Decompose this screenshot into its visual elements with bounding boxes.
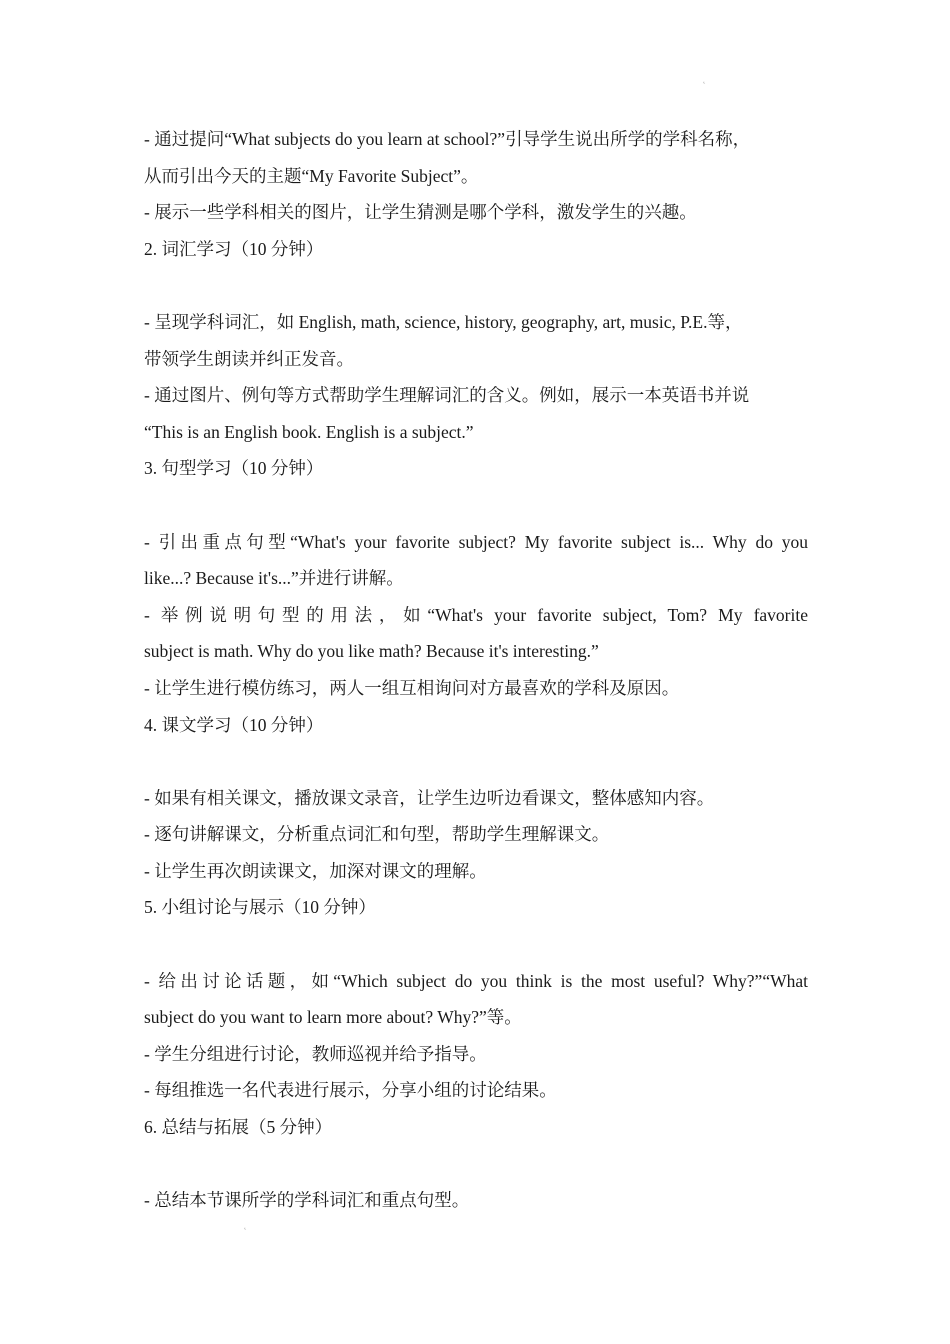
document-body [144,121,808,1219]
text-line: - 展示一些学科相关的图片，让学生猜测是哪个学科，激发学生的兴趣。 [144,202,697,223]
text-line: - 让学生进行模仿练习，两人一组互相询问对方最喜欢的学科及原因。 [144,677,680,698]
blank-line [144,1146,808,1183]
section-heading-sentence-patterns: 3. 句型学习（10 分钟） [144,458,324,479]
text-line: like...? Because it's...”并进行讲解。 [144,568,404,589]
blank-line [144,926,808,963]
text-line: - 让学生再次朗读课文，加深对课文的理解。 [144,860,487,881]
text-line: - 给出讨论话题，如“Which subject do you think is the most useful? Why?”“What [144,970,808,991]
text-line: - 举例说明句型的用法，如“What's your favorite subject, Tom? My favorite [144,604,808,625]
text-line: - 总结本节课所学的学科词汇和重点句型。 [144,1190,470,1211]
page-mark-top: ˛ [703,75,706,84]
text-line: - 通过提问“What subjects do you learn at school?”引导学生说出所学的学科名称， [144,129,751,149]
text-line: 带领学生朗读并纠正发音。 [144,348,354,369]
text-line: subject do you want to learn more about? Why?”等。 [144,1007,522,1028]
text-line: - 逐句讲解课文，分析重点词汇和句型，帮助学生理解课文。 [144,824,610,845]
text-line: - 每组推选一名代表进行展示，分享小组的讨论结果。 [144,1080,557,1101]
section-heading-text-study: 4. 课文学习（10 分钟） [144,714,324,735]
text-line: - 通过图片、例句等方式帮助学生理解词汇的含义。例如，展示一本英语书并说 [144,385,750,406]
section-heading-vocabulary: 2. 词汇学习（10 分钟） [144,238,324,259]
text-line: “This is an English book. English is a subject.” [144,421,474,442]
blank-line [144,267,808,304]
page-mark-bottom: ˛ [244,1221,247,1230]
text-line: 从而引出今天的主题“My Favorite Subject”。 [144,165,479,186]
text-line: subject is math. Why do you like math? Because it's interesting.” [144,641,599,662]
blank-line [144,487,808,524]
text-line: - 如果有相关课文，播放课文录音，让学生边听边看课文，整体感知内容。 [144,787,715,808]
section-heading-group-discussion: 5. 小组讨论与展示（10 分钟） [144,897,376,918]
section-heading-summary: 6. 总结与拓展（5 分钟） [144,1117,333,1138]
text-line: - 引出重点句型“What's your favorite subject? My favorite subject is... Why do you [144,531,808,552]
text-line: - 呈现学科词汇，如 English, math, science, history, geography, art, music, P.E.等， [144,311,743,332]
text-line: - 学生分组进行讨论，教师巡视并给予指导。 [144,1043,487,1064]
blank-line [144,743,808,780]
